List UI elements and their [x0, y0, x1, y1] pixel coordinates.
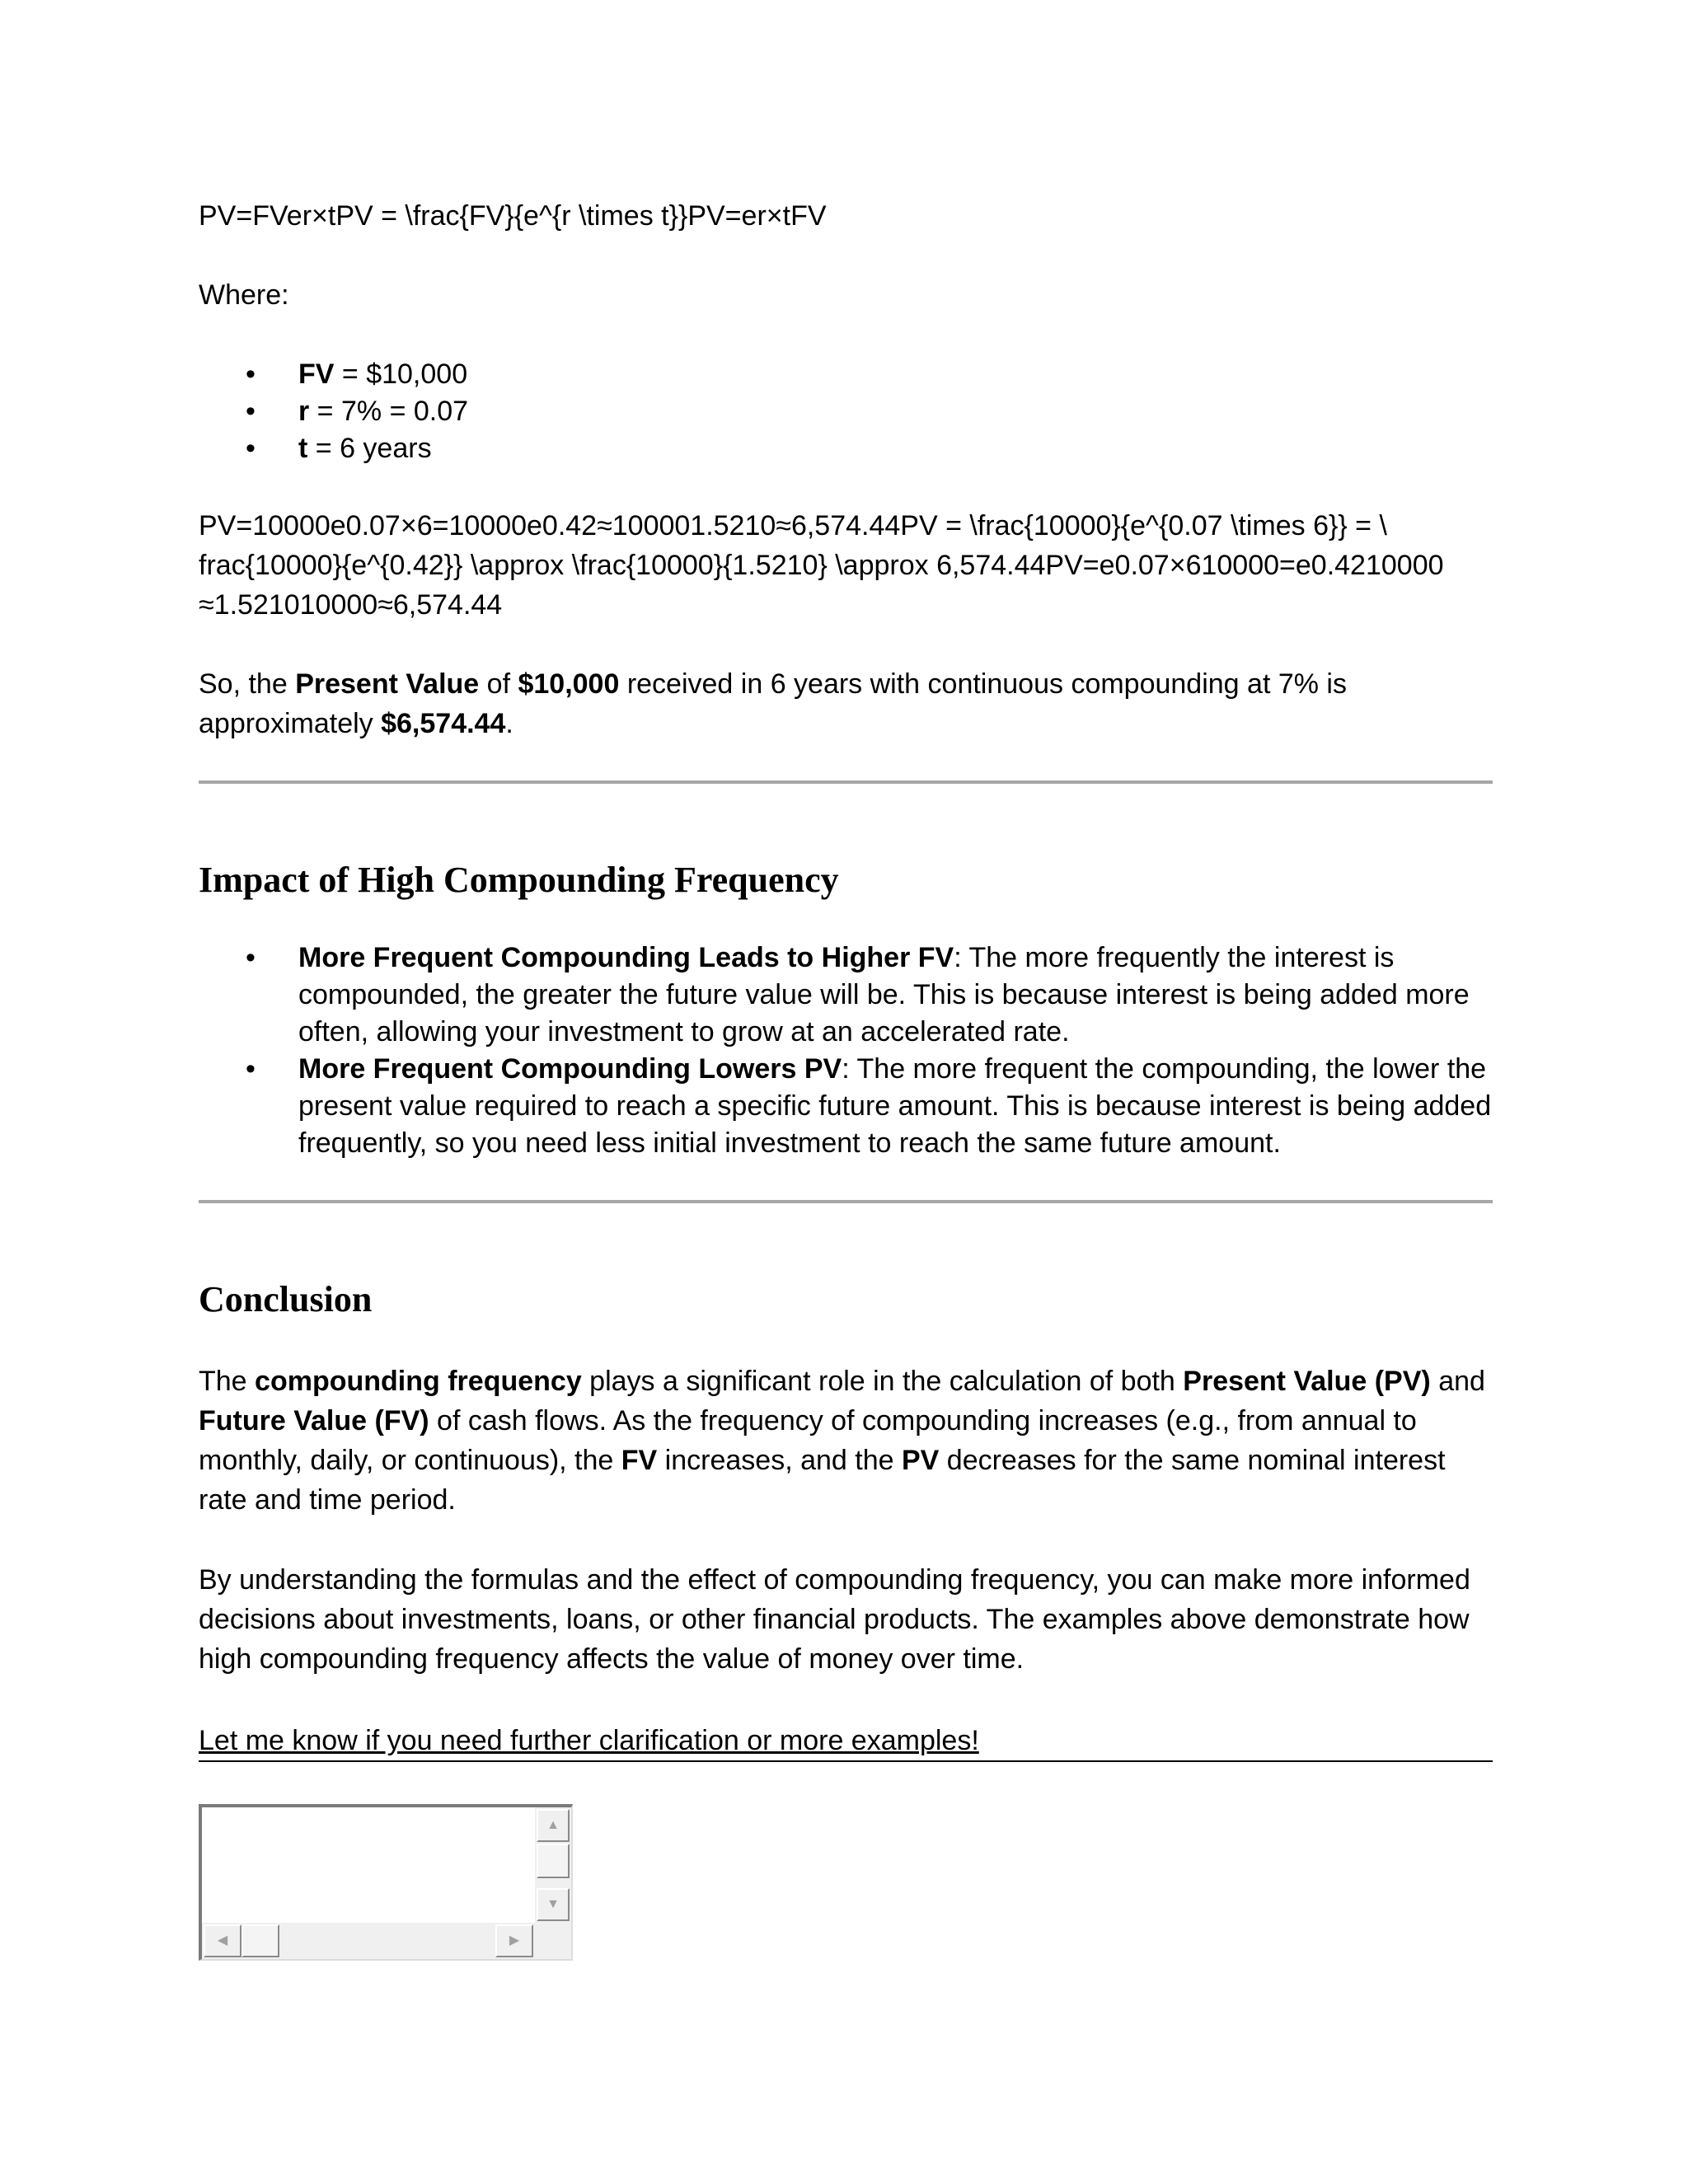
conclusion-text: and [1430, 1366, 1485, 1397]
conclusion-bold: FV [621, 1445, 658, 1476]
list-item [199, 393, 1493, 430]
arrow-left-icon: ◀ [217, 1933, 228, 1947]
conclusion-bold: PV [901, 1445, 940, 1476]
summary-text: So, the [199, 668, 296, 700]
pv-formula: PV=FVer×tPV = \frac{FV}{e^{r \times t}}PV=er×tFV [199, 200, 827, 232]
calculation-line-3: ≈1.521010000≈6,574.44 [199, 589, 503, 621]
impact-item-title: More Frequent Compounding Leads to Higher FV [298, 942, 954, 973]
impact-item-text: : The more frequently the interest is compounded, the greater the future value will be. This is because interest is being added more often, allowing your investment to grow at an accelerated rate. [298, 942, 1470, 1047]
scroll-right-button[interactable] [495, 1924, 533, 1957]
scroll-box[interactable] [199, 1804, 573, 1961]
conclusion-bold: compounding frequency [255, 1366, 582, 1397]
summary-bold: $6,574.44 [381, 708, 506, 739]
arrow-up-icon: ▲ [546, 1818, 560, 1832]
impact-list [199, 940, 1493, 1162]
divider [199, 1200, 1493, 1203]
bullet-icon: • [246, 359, 256, 390]
calculation-block [199, 506, 1493, 625]
conclusion-bold: Present Value (PV) [1183, 1366, 1431, 1397]
list-item [199, 430, 1493, 467]
conclusion-bold: Future Value (FV) [199, 1405, 429, 1436]
horizontal-scroll-thumb[interactable] [241, 1924, 279, 1957]
horizontal-scrollbar[interactable] [202, 1923, 535, 1959]
variable-value: = $10,000 [334, 359, 468, 390]
scroll-up-button[interactable] [537, 1809, 570, 1842]
bullet-icon: • [246, 942, 256, 973]
scrollbar-corner [535, 1923, 571, 1959]
list-item [199, 940, 1493, 1051]
impact-item-text: : The more frequent the compounding, the lower the present value required to reach a specific future amount. This is because interest is being added frequently, so you need less initial investment to reach the same future amount. [298, 1053, 1492, 1159]
conclusion-text: of cash flows. As the frequency of compounding increases (e.g., from annual to monthly, daily, or continuous), the [199, 1405, 1417, 1476]
bullet-icon: • [246, 1053, 256, 1085]
variable-list [199, 356, 1493, 467]
bullet-icon: • [246, 396, 256, 427]
variable-name: t [298, 433, 308, 464]
closing-line [199, 1721, 1493, 1762]
summary-paragraph [199, 664, 1493, 743]
impact-item-title: More Frequent Compounding Lowers PV [298, 1053, 842, 1085]
arrow-right-icon: ▶ [509, 1933, 520, 1947]
where-label: Where: [199, 279, 289, 311]
variable-value: = 7% = 0.07 [309, 396, 469, 427]
variable-value: = 6 years [307, 433, 432, 464]
list-item [199, 1051, 1493, 1162]
conclusion-text: The [199, 1366, 256, 1397]
summary-bold: Present Value [295, 668, 480, 700]
scroll-left-button[interactable] [204, 1924, 241, 1957]
variable-name: FV [298, 359, 335, 390]
conclusion-paragraph-1 [199, 1361, 1493, 1520]
summary-text: . [505, 708, 513, 739]
vertical-scrollbar[interactable] [535, 1807, 571, 1923]
list-item [199, 356, 1493, 393]
closing-text: Let me know if you need further clarification or more examples! [199, 1725, 979, 1756]
summary-bold: $10,000 [518, 668, 620, 700]
variable-name: r [298, 396, 310, 427]
summary-text: of [479, 668, 518, 700]
conclusion-text: increases, and the [657, 1445, 902, 1476]
bullet-icon: • [246, 433, 256, 464]
calculation-line-2: frac{10000}{e^{0.42}} \approx \frac{10000}{1.5210} \approx 6,574.44PV=e0.07×610000=e0.4210000 [199, 550, 1444, 581]
vertical-scroll-thumb[interactable] [537, 1844, 570, 1878]
impact-heading: Impact of High Compounding Frequency [199, 860, 839, 900]
scroll-down-button[interactable] [537, 1888, 570, 1921]
divider [199, 780, 1493, 784]
arrow-down-icon: ▼ [546, 1897, 560, 1911]
conclusion-text: plays a significant role in the calculation of both [581, 1366, 1184, 1397]
conclusion-paragraph-2: By understanding the formulas and the effect of compounding frequency, you can make more informed decisions about investments, loans, or other financial products. The examples above demonstrate how high compounding frequency affects the value of money over time. [199, 1564, 1470, 1675]
conclusion-heading: Conclusion [199, 1279, 373, 1319]
conclusion-text: decreases for the same nominal interest rate and time period. [199, 1445, 1446, 1516]
calculation-line-1: PV=10000e0.07×6=10000e0.42≈100001.5210≈6,574.44PV = \frac{10000}{e^{0.07 \times 6}} = \ [199, 510, 1387, 541]
summary-text: received in 6 years with continuous compounding at 7% is approximately [199, 668, 1347, 739]
